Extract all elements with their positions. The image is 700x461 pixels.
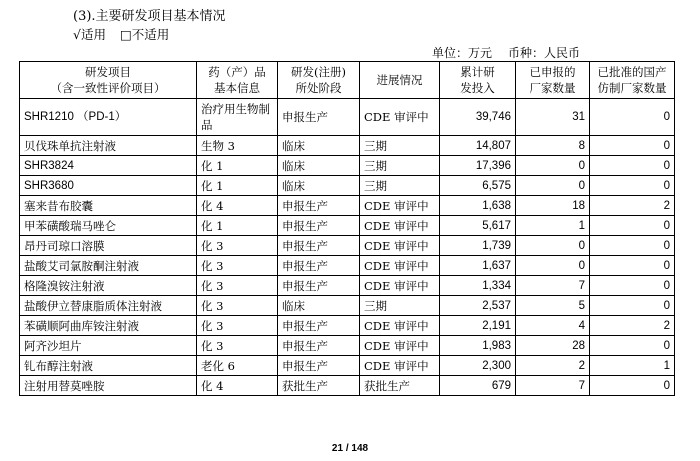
cell-drug-info: 生物 3 (197, 136, 278, 156)
cell-investment: 14,807 (440, 136, 516, 156)
table-row (20, 216, 675, 236)
cell-investment: 1,983 (440, 336, 516, 356)
header-approved-line1: 已批准的国产 (597, 65, 667, 79)
header-applied-line1: 已申报的 (529, 65, 576, 79)
header-drug-info (197, 62, 278, 99)
cell-project: 钆布醇注射液 (20, 356, 197, 376)
cell-approved: 0 (590, 296, 675, 316)
cell-project: 贝伐珠单抗注射液 (20, 136, 197, 156)
cell-stage: 临床 (278, 136, 360, 156)
cell-project: 阿齐沙坦片 (20, 336, 197, 356)
table-row (20, 256, 675, 276)
cell-drug-info: 化 3 (197, 316, 278, 336)
cell-approved: 2 (590, 316, 675, 336)
header-drug-info-line2: 基本信息 (214, 81, 260, 95)
cell-applied: 0 (516, 256, 590, 276)
cell-investment: 1,334 (440, 276, 516, 296)
cell-progress: 三期 (360, 176, 440, 196)
cell-drug-info: 化 4 (197, 196, 278, 216)
currency-label: 币种：人民币 (508, 46, 581, 60)
cell-investment: 2,300 (440, 356, 516, 376)
not-applicable-checkbox: □不适用 (119, 27, 170, 42)
cell-applied: 0 (516, 156, 590, 176)
cell-project: 苯磺顺阿曲库铵注射液 (20, 316, 197, 336)
cell-stage: 临床 (278, 156, 360, 176)
cell-approved: 0 (590, 176, 675, 196)
header-applied-line2: 厂家数量 (529, 81, 576, 95)
header-project-line2: （含一致性评价项目） (50, 81, 166, 95)
cell-project: SHR3824 (20, 156, 197, 176)
header-progress-line1: 进展情况 (376, 73, 423, 87)
header-approved (590, 62, 675, 99)
cell-progress: 三期 (360, 156, 440, 176)
cell-stage: 申报生产 (278, 216, 360, 236)
cell-investment: 5,617 (440, 216, 516, 236)
cell-approved: 0 (590, 376, 675, 396)
table-row (20, 136, 675, 156)
header-progress (360, 62, 440, 99)
cell-approved: 0 (590, 336, 675, 356)
table-row (20, 336, 675, 356)
applicability-options (73, 25, 169, 43)
cell-approved: 2 (590, 196, 675, 216)
table-row (20, 156, 675, 176)
cell-project: 塞来昔布胶囊 (20, 196, 197, 216)
cell-drug-info: 老化 6 (197, 356, 278, 376)
cell-stage: 申报生产 (278, 256, 360, 276)
unit-label: 单位：万元 (432, 46, 493, 60)
cell-drug-info: 化 4 (197, 376, 278, 396)
cell-stage: 申报生产 (278, 336, 360, 356)
cell-project: 甲苯磺酸瑞马唑仑 (20, 216, 197, 236)
table-row (20, 296, 675, 316)
header-stage-line2: 所处阶段 (295, 81, 342, 95)
cell-project: 注射用替莫唑胺 (20, 376, 197, 396)
table-row (20, 376, 675, 396)
cell-applied: 0 (516, 176, 590, 196)
cell-drug-info: 化 3 (197, 336, 278, 356)
cell-investment: 2,191 (440, 316, 516, 336)
cell-stage: 申报生产 (278, 276, 360, 296)
table-row (20, 236, 675, 256)
cell-drug-info: 化 3 (197, 296, 278, 316)
cell-approved: 0 (590, 236, 675, 256)
cell-investment: 2,537 (440, 296, 516, 316)
cell-project: SHR1210 （PD-1） (20, 99, 197, 136)
header-project-line1: 研发项目 (85, 65, 131, 79)
cell-progress: CDE 审评中 (360, 316, 440, 336)
cell-investment: 6,575 (440, 176, 516, 196)
cell-approved: 1 (590, 356, 675, 376)
cell-applied: 5 (516, 296, 590, 316)
cell-stage: 申报生产 (278, 196, 360, 216)
cell-investment: 1,637 (440, 256, 516, 276)
cell-drug-info: 化 1 (197, 216, 278, 236)
cell-progress: CDE 审评中 (360, 236, 440, 256)
cell-approved: 0 (590, 99, 675, 136)
header-stage (278, 62, 360, 99)
header-investment-line1: 累计研 (460, 65, 495, 79)
cell-project: SHR3680 (20, 176, 197, 196)
cell-applied: 0 (516, 236, 590, 256)
header-stage-line1: 研发(注册) (291, 65, 346, 79)
table-header-row (20, 62, 675, 99)
cell-approved: 0 (590, 136, 675, 156)
cell-drug-info: 化 1 (197, 176, 278, 196)
unit-line (432, 44, 580, 61)
cell-applied: 7 (516, 276, 590, 296)
rd-projects-table (19, 61, 675, 396)
cell-progress: CDE 审评中 (360, 276, 440, 296)
cell-progress: CDE 审评中 (360, 99, 440, 136)
cell-applied: 8 (516, 136, 590, 156)
cell-stage: 临床 (278, 176, 360, 196)
cell-drug-info: 化 3 (197, 256, 278, 276)
header-approved-line2: 仿制厂家数量 (597, 81, 667, 95)
cell-stage: 申报生产 (278, 316, 360, 336)
header-investment (440, 62, 516, 99)
cell-approved: 0 (590, 256, 675, 276)
cell-investment: 1,638 (440, 196, 516, 216)
cell-approved: 0 (590, 216, 675, 236)
cell-investment: 39,746 (440, 99, 516, 136)
table-row (20, 276, 675, 296)
cell-progress: CDE 审评中 (360, 216, 440, 236)
cell-investment: 679 (440, 376, 516, 396)
cell-stage: 临床 (278, 296, 360, 316)
header-drug-info-line1: 药（产）品 (208, 65, 266, 79)
cell-drug-info: 治疗用生物制品 (197, 99, 278, 136)
cell-drug-info: 化 3 (197, 236, 278, 256)
table-row (20, 316, 675, 336)
cell-applied: 1 (516, 216, 590, 236)
cell-progress: 获批生产 (360, 376, 440, 396)
cell-applied: 4 (516, 316, 590, 336)
cell-applied: 7 (516, 376, 590, 396)
cell-approved: 0 (590, 276, 675, 296)
cell-applied: 2 (516, 356, 590, 376)
cell-project: 盐酸艾司氯胺酮注射液 (20, 256, 197, 276)
cell-applied: 31 (516, 99, 590, 136)
cell-approved: 0 (590, 156, 675, 176)
cell-project: 盐酸伊立替康脂质体注射液 (20, 296, 197, 316)
header-investment-line2: 发投入 (460, 81, 495, 95)
table-row (20, 196, 675, 216)
table-row (20, 99, 675, 136)
cell-progress: 三期 (360, 296, 440, 316)
cell-stage: 获批生产 (278, 376, 360, 396)
cell-stage: 申报生产 (278, 236, 360, 256)
applicable-checkbox: √适用 (73, 27, 106, 42)
cell-progress: CDE 审评中 (360, 256, 440, 276)
cell-project: 格隆溴铵注射液 (20, 276, 197, 296)
page-number: 21 / 148 (331, 443, 369, 454)
cell-progress: CDE 审评中 (360, 356, 440, 376)
cell-project: 昂丹司琼口溶膜 (20, 236, 197, 256)
cell-stage: 申报生产 (278, 356, 360, 376)
cell-drug-info: 化 1 (197, 156, 278, 176)
cell-investment: 17,396 (440, 156, 516, 176)
cell-drug-info: 化 3 (197, 276, 278, 296)
cell-stage: 申报生产 (278, 99, 360, 136)
header-applied (516, 62, 590, 99)
table-row (20, 356, 675, 376)
cell-applied: 18 (516, 196, 590, 216)
header-project (20, 62, 197, 99)
table-row (20, 176, 675, 196)
cell-progress: CDE 审评中 (360, 336, 440, 356)
cell-applied: 28 (516, 336, 590, 356)
section-heading: (3).主要研发项目基本情况 (73, 9, 226, 24)
cell-investment: 1,739 (440, 236, 516, 256)
cell-progress: 三期 (360, 136, 440, 156)
cell-progress: CDE 审评中 (360, 196, 440, 216)
